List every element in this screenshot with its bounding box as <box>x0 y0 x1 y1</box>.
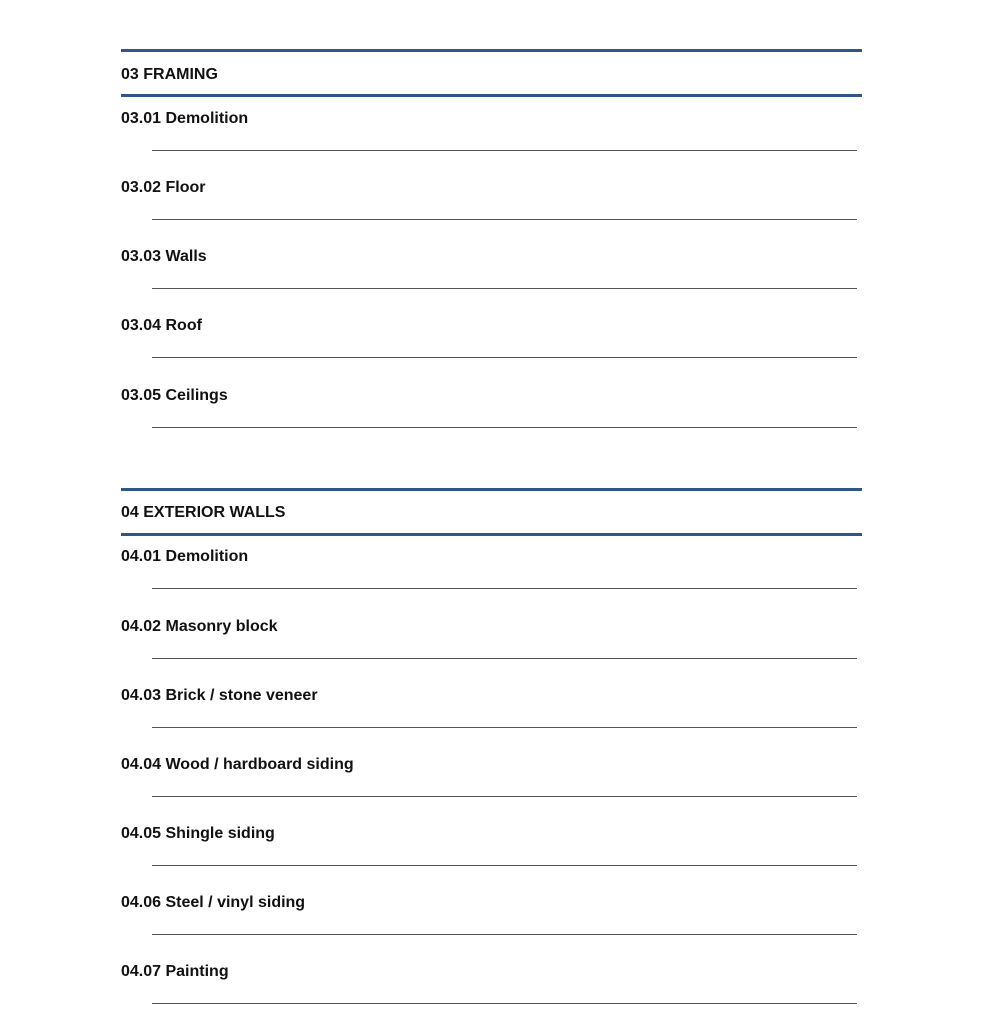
entry-line[interactable] <box>152 427 857 428</box>
item-label: 04.02 Masonry block <box>121 618 278 635</box>
entry-line[interactable] <box>152 658 857 659</box>
item-label: 04.05 Shingle siding <box>121 825 275 842</box>
entry-line[interactable] <box>152 934 857 935</box>
item-label: 04.04 Wood / hardboard siding <box>121 756 354 773</box>
entry-line[interactable] <box>152 219 857 220</box>
entry-line[interactable] <box>152 150 857 151</box>
item-label: 04.01 Demolition <box>121 548 249 565</box>
section-bottom-rule <box>121 94 862 97</box>
item-label: 04.03 Brick / stone veneer <box>121 687 318 704</box>
section-bottom-rule <box>121 533 862 536</box>
item-label: 03.01 Demolition <box>121 110 249 127</box>
section-title: 03 FRAMING <box>121 66 218 83</box>
section-top-rule <box>121 49 862 52</box>
entry-line[interactable] <box>152 357 857 358</box>
section-title: 04 EXTERIOR WALLS <box>121 504 286 521</box>
item-label: 04.07 Painting <box>121 963 229 980</box>
item-label: 03.05 Ceilings <box>121 387 228 404</box>
entry-line[interactable] <box>152 727 857 728</box>
entry-line[interactable] <box>152 588 857 589</box>
item-label: 04.06 Steel / vinyl siding <box>121 894 306 911</box>
item-label: 03.03 Walls <box>121 248 207 265</box>
item-label: 03.04 Roof <box>121 317 202 334</box>
entry-line[interactable] <box>152 865 857 866</box>
entry-line[interactable] <box>152 796 857 797</box>
section-top-rule <box>121 488 862 491</box>
entry-line[interactable] <box>152 288 857 289</box>
entry-line[interactable] <box>152 1003 857 1004</box>
item-label: 03.02 Floor <box>121 179 206 196</box>
